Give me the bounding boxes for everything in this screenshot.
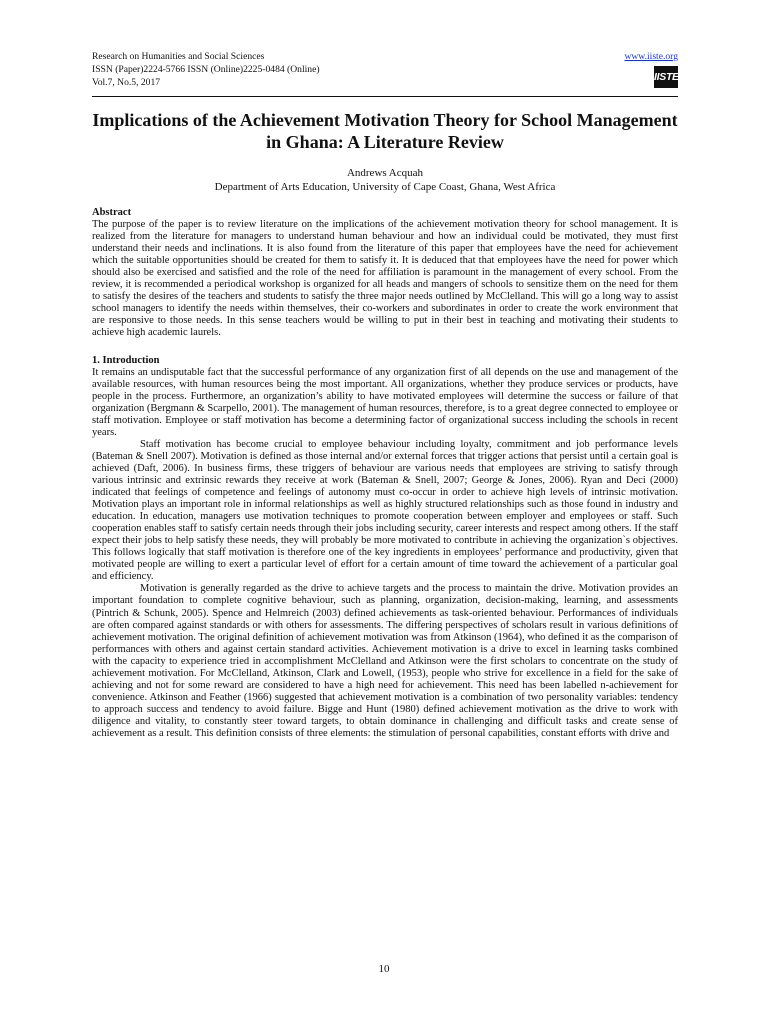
journal-volume: Vol.7, No.5, 2017 xyxy=(92,77,161,88)
introduction-heading: 1. Introduction xyxy=(92,354,160,366)
intro-paragraph-3: Motivation is generally regarded as the drive to achieve targets and the process to maintain the drive. Motivation provides an important foundation to complete cognitive behaviour, such as planning, organization, decision-making, learning, and assessments (Pintrich & Schunk, 2005). Spence and Helmreich (2003) defined achievements as task-oriented behaviour. Performances of individuals are often compared against standards or with others for assessments. The differing perspectives of scholars result in various definitions of achievement motivation. The original definition of achievement motivation was from Atkinson (1964), who defined it as the comparison of performances with others and against certain standard activities. Achievement motivation is a drive to excel in learning tasks combined with the capacity to experience tried in accomplishment McClelland and Atkinson were the first scholars to concentrate on the study of achievement motivation. For McClelland, Atkinson, Clark and Lowell, (1953), people who strive for excellence in a field for the sake of achieving and not for some reward are considered to have a high need for achievement. This need has been labelled n-achievement for convenience. Atkinson and Feather (1966) suggested that achievement motivation is a combination of two personality variables: tendency to approach success and tendency to avoid failure. Bigge and Hunt (1980) defined achievement motivation as the drive to work with diligence and vitality, to constantly steer toward targets, to obtain dominance in challenging and difficult tasks and create sense of achievement as a result. This definition consists of three elements: the stimulation of personal capabilities, constant efforts with drive and xyxy=(92,583,678,739)
author-affiliation: Department of Arts Education, University of Cape Coast, Ghana, West Africa xyxy=(214,181,556,193)
journal-url-link[interactable]: www.iiste.org xyxy=(624,51,678,62)
iiste-logo-mark: IISTE xyxy=(654,66,678,88)
header-right xyxy=(624,50,678,93)
paper-title: Implications of the Achievement Motivation Theory for School Management in Ghana: A Literature Review xyxy=(92,110,678,152)
journal-header xyxy=(92,50,320,89)
header-rule xyxy=(92,96,678,97)
journal-name: Research on Humanities and Social Sciences xyxy=(92,51,265,62)
intro-paragraph-2: Staff motivation has become crucial to employee behaviour including loyalty, commitment and job performance levels (Bateman & Snell 2007). Motivation is defined as those internal and/or external forces that trigger actions that persist until a certain goal is achieved (Daft, 2006). In business firms, these triggers of behaviour are various needs that employees are striving to satisfy through various intrinsic and extrinsic rewards they receive at work (Bateman & Snell, 2007; George & Jones, 2006). Ryan and Deci (2000) indicated that feelings of competence and feelings of autonomy must co-occur in order to achieve high levels of intrinsic motivation. Motivation plays an important role in informal relationships as well as highly structured relationships such as those found in industry and education. In education, managers use motivation techniques to promote cooperation between employer and employees or staff. Such cooperation enables staff to satisfy certain needs through their jobs including security, career interests and respect among others. If the staff expect their jobs to help satisfy these needs, they will probably be more motivated to contribute in achieving the organization`s objectives. This follows logically that staff motivation is therefore one of the key ingredients in employees’ performance and productivity, given that motivated people are willing to exert a particular level of effort for a certain amount of time toward the achievement of a particular goal and efficiency. xyxy=(92,438,678,583)
author-name: Andrews Acquah xyxy=(346,167,424,179)
paper-body xyxy=(92,207,678,740)
iiste-logo xyxy=(652,66,678,88)
page-number: 10 xyxy=(378,963,390,975)
intro-paragraph-1: It remains an undisputable fact that the successful performance of any organization first of all depends on the use and management of the available resources, with human resources being the most important. All organizations, whether they produce services or products, have people in the process. Furthermore, an organization’s ability to have motivated employees will determine the success or failure of that organization (Bergmann & Scarpello, 2001). The management of human resources, therefore, is to a great degree connected to employee or staff motivation. Employee or staff motivation has become a determining factor of organizational success including the schools in recent years. xyxy=(92,366,678,438)
abstract-text: The purpose of the paper is to review literature on the implications of the achievement motivation theory for school management. It is realized from the literature for managers to understand human behaviour and how an individual could be motivated, they must first understand their needs and inclinations. It is also found from the literature of this paper that employees have the need for achievement which the suitable opportunities should be created for them to satisfy it. It is deduced that that employees have the need for power which should also be exercised and satisfied and the role of the need for affiliation is paramount in the management of every school. From the review, it is recommended a periodical workshop is organized for all heads and mangers of schools to sensitize them on the need for them to satisfy the desires of the teachers and students to satisfy the three major needs outlined by McClelland. This will go a long way to assist school managers to identify the needs within themselves, their co-workers and subordinates in order to create the work environment that are responsive to those needs. In this sense teachers would be willing to put in their best in teaching and motivating their students to achieve high academic laurels. xyxy=(92,219,678,339)
abstract-heading: Abstract xyxy=(92,207,132,218)
journal-issn: ISSN (Paper)2224-5766 ISSN (Online)2225-0484 (Online) xyxy=(92,64,320,75)
section-spacer xyxy=(92,340,678,355)
